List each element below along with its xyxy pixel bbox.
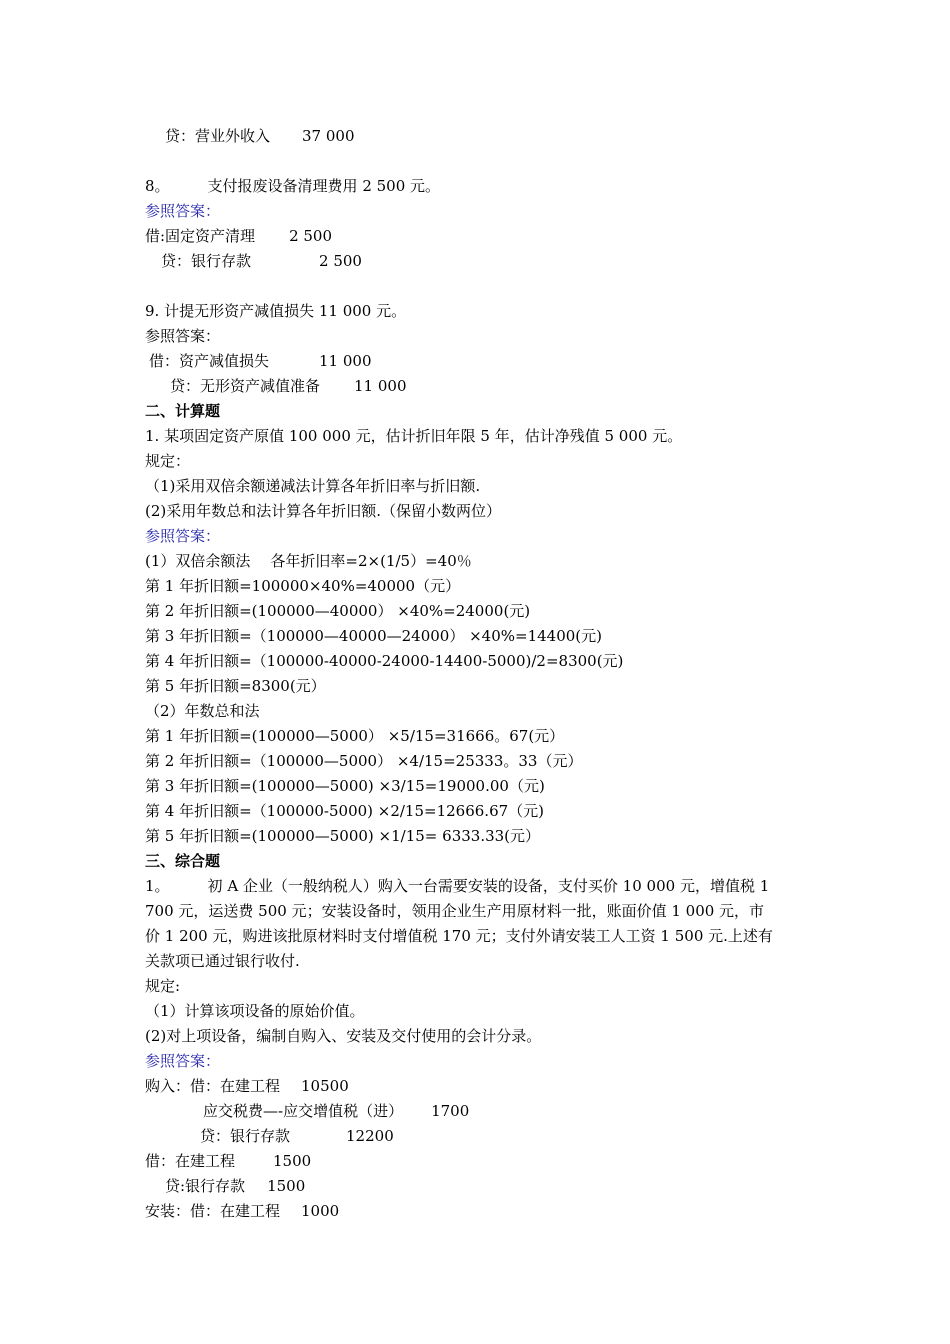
- section3-q1-line2: 700 元，运送费 500 元；安装设备时，领用企业生产用原材料一批，账面价值 1 000 元，市: [145, 902, 765, 920]
- q7-credit-line: [165, 126, 355, 146]
- section3-req2: (2)对上项设备，编制自购入、安装及交付使用的会计分录。: [145, 1027, 542, 1045]
- q9-question: 9. 计提无形资产减值损失 11 000 元。: [145, 302, 407, 320]
- entry1-credit-amount: 12200: [346, 1127, 394, 1145]
- entry1-debit2-account: 应交税费—-应交增值税（进）: [203, 1102, 404, 1120]
- q8-debit-amount: 2 500: [289, 227, 333, 245]
- section2-q1: 1. 某项固定资产原值 100 000 元，估计折旧年限 5 年，估计净残值 5 000 元。: [145, 427, 683, 445]
- entry1-debit-amount: 10500: [301, 1077, 349, 1095]
- method2-year2: 第 2 年折旧额=（100000—5000） ×4/15=25333。33（元）: [145, 752, 583, 770]
- method1-year5: 第 5 年折旧额=8300(元）: [145, 677, 326, 695]
- entry3-debit-account: 安装：借：在建工程: [145, 1202, 281, 1220]
- section3-q1-line3: 价 1 200 元，购进该批原材料时支付增值税 170 元；支付外请安装工人工资 1 500 元.上述有: [145, 927, 773, 945]
- section3-answer-label: 参照答案：: [145, 1052, 221, 1070]
- entry3-debit-amount: 1000: [301, 1202, 340, 1220]
- section3-heading: 三、综合题: [145, 852, 221, 870]
- q8-debit-account: 借:固定资产清理: [145, 227, 256, 245]
- entry1-debit-account: 购入：借：在建工程: [145, 1077, 281, 1095]
- method1-year1: 第 1 年折旧额=100000×40%=40000（元）: [145, 577, 461, 595]
- q7-credit-account: 贷：营业外收入: [165, 127, 271, 145]
- q9-credit-account: 贷：无形资产减值准备: [170, 377, 321, 395]
- entry2-credit-account: 贷:银行存款: [165, 1177, 246, 1195]
- section2-req1: （1)采用双倍余额递减法计算各年折旧率与折旧额.: [145, 477, 481, 495]
- q8-credit-account: 贷：银行存款: [161, 252, 252, 270]
- method2-year1: 第 1 年折旧额=(100000—5000） ×5/15=31666。67(元）: [145, 727, 565, 745]
- section3-q1-line4: 关款项已通过银行收付.: [145, 952, 300, 970]
- section3-q1-number: 1。: [145, 877, 170, 895]
- q8-text: 支付报废设备清理费用 2 500 元。: [207, 177, 441, 195]
- section3-req-label: 规定:: [145, 977, 181, 995]
- method1-year3: 第 3 年折旧额=（100000—40000—24000） ×40%=14400(元): [145, 627, 603, 645]
- section2-answer-label: 参照答案：: [145, 527, 221, 545]
- method2-year4: 第 4 年折旧额=（100000-5000) ×2/15=12666.67（元): [145, 802, 545, 820]
- entry1-credit-account: 贷：银行存款: [200, 1127, 291, 1145]
- entry1-credit-line: [200, 1126, 394, 1146]
- entry2-debit-amount: 1500: [273, 1152, 312, 1170]
- q9-answer-label: 参照答案：: [145, 327, 221, 345]
- entry1-debit2-line: [203, 1101, 469, 1121]
- q9-debit-account: 借：资产减值损失: [149, 352, 270, 370]
- method2-year5: 第 5 年折旧额=(100000—5000) ×1/15= 6333.33(元）: [145, 827, 541, 845]
- section3-q1-text-line1: 初 A 企业（一般纳税人）购入一台需要安装的设备，支付买价 10 000 元，增值税 1: [207, 877, 770, 895]
- q8-credit-line: [161, 251, 362, 271]
- q8-question: [145, 176, 440, 196]
- entry2-debit-line: [145, 1151, 311, 1171]
- q9-credit-line: [170, 376, 407, 396]
- entry2-credit-line: [165, 1176, 305, 1196]
- section3-req1: （1）计算该项设备的原始价值。: [145, 1002, 365, 1020]
- q8-credit-amount: 2 500: [319, 252, 362, 270]
- entry2-debit-account: 借：在建工程: [145, 1152, 236, 1170]
- section2-method2-label: （2）年数总和法: [145, 702, 260, 720]
- q7-credit-amount: 37 000: [302, 127, 355, 145]
- q9-debit-line: [149, 351, 372, 371]
- entry1-debit2-amount: 1700: [431, 1102, 470, 1120]
- section3-q1-line1: [145, 876, 769, 896]
- section2-req-label: 规定：: [145, 452, 191, 470]
- entry1-debit-line: [145, 1076, 349, 1096]
- q8-answer-label: 参照答案：: [145, 202, 221, 220]
- q9-debit-amount: 11 000: [319, 352, 372, 370]
- q8-number: 8。: [145, 177, 170, 195]
- method2-year3: 第 3 年折旧额=(100000—5000) ×3/15=19000.00（元): [145, 777, 545, 795]
- q9-credit-amount: 11 000: [354, 377, 407, 395]
- entry3-debit-line: [145, 1201, 339, 1221]
- method1-year2: 第 2 年折旧额=(100000—40000） ×40%=24000(元): [145, 602, 531, 620]
- q8-debit-line: [145, 226, 332, 246]
- method1-rate: 各年折旧率=2×(1/5）=40％: [270, 552, 472, 570]
- entry2-credit-amount: 1500: [267, 1177, 306, 1195]
- method1-year4: 第 4 年折旧额=（100000-40000-24000-14400-5000)/2=8300(元): [145, 652, 624, 670]
- method1-label: (1）双倍余额法: [145, 552, 251, 570]
- section2-req2: (2)采用年数总和法计算各年折旧额.（保留小数两位）: [145, 502, 502, 520]
- section2-heading: 二、计算题: [145, 402, 221, 420]
- section2-method1-line: [145, 551, 472, 571]
